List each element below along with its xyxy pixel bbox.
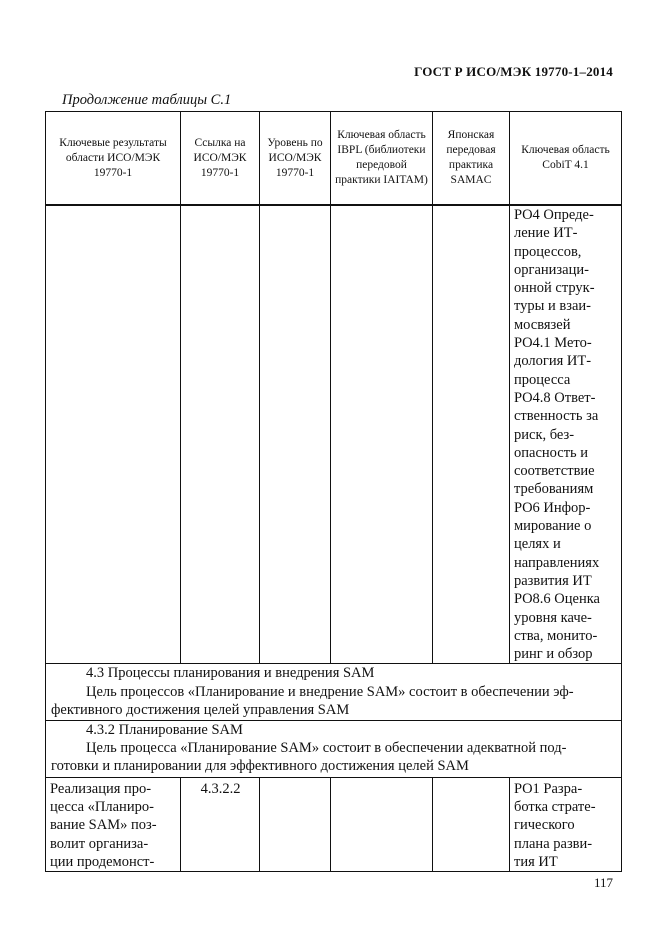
cell-line: плана разви-	[514, 835, 593, 852]
table-cell	[181, 205, 260, 664]
section-title: 4.3 Процессы планирования и внедрения SAM	[86, 665, 375, 682]
cell-line: ции продемонст-	[50, 853, 155, 870]
cell-line: Реализация про-	[50, 780, 152, 797]
reference-cell	[181, 777, 260, 871]
cell-line: ственность за	[514, 408, 599, 425]
table-cell	[331, 205, 433, 664]
table-header-row	[46, 112, 622, 206]
section-row	[46, 721, 622, 778]
cell-line: развития ИТ	[514, 572, 592, 589]
cell-line: PO4.1 Мето-	[514, 335, 592, 352]
table-cell	[331, 777, 433, 871]
column-header: Ключевая область CobiT 4.1	[510, 112, 622, 206]
cell-line: вание SAM» поз-	[50, 817, 157, 834]
column-header: Ключевая область IBPL (библиотеки передовой практики IAITAM)	[331, 112, 433, 206]
section-cell	[46, 664, 622, 721]
cell-line: PO8.6 Оценка	[514, 591, 600, 608]
cell-line: PO4.8 Ответ-	[514, 389, 596, 406]
cell-line: организаци-	[514, 261, 589, 278]
cell-line: туры и взаи-	[514, 298, 591, 315]
cell-line: уровня каче-	[514, 609, 592, 626]
table-cell	[260, 205, 331, 664]
cell-line: PO6 Инфор-	[514, 499, 591, 516]
reference-value: 4.3.2.2	[200, 780, 241, 797]
cell-line: ства, монито-	[514, 627, 598, 644]
page-number: 117	[593, 875, 613, 890]
cell-line: PO4 Опреде-	[514, 207, 594, 223]
cell-line: ление ИТ-	[514, 225, 578, 242]
cell-line: целях и	[514, 536, 561, 553]
comparison-table	[45, 111, 622, 872]
cell-line: волит организа-	[50, 835, 149, 852]
table-cell	[433, 205, 510, 664]
column-header: Ключевые результаты области ИСО/МЭК 19770-1	[46, 112, 181, 206]
section-text-line: Цель процессов «Планирование и внедрение SAM» состоит в обеспечении эф-	[86, 683, 574, 700]
cell-line: цесса «Планиро-	[50, 798, 154, 815]
section-cell	[46, 721, 622, 778]
cell-line: ринг и обзор	[514, 646, 593, 663]
table-cell	[46, 205, 181, 664]
cell-line: гического	[514, 817, 575, 834]
table-cell	[433, 777, 510, 871]
column-header: Ссылка на ИСО/МЭК 19770-1	[181, 112, 260, 206]
cell-line: риск, без-	[514, 426, 575, 443]
cell-line: процесса	[514, 371, 571, 388]
cell-line: мирование о	[514, 518, 592, 535]
cell-line: мосвязей	[514, 316, 571, 333]
cell-line: PO1 Разра-	[514, 780, 583, 797]
column-header: Японская передовая практика SAMAC	[433, 112, 510, 206]
table-row	[46, 777, 622, 871]
section-text-line: фективного достижения целей управления SAM	[51, 701, 350, 718]
section-text-line: Цель процесса «Планирование SAM» состоит в обеспечении адекватной под-	[86, 740, 567, 757]
cobit-cell	[510, 205, 622, 664]
standard-code: ГОСТ Р ИСО/МЭК 19770-1–2014	[414, 64, 613, 79]
key-result-cell	[46, 777, 181, 871]
cell-line: дология ИТ-	[514, 353, 592, 370]
table-caption: Продолжение таблицы С.1	[62, 92, 232, 108]
cell-line: онной струк-	[514, 280, 595, 297]
cobit-cell	[510, 777, 622, 871]
section-row	[46, 664, 622, 721]
cell-line: тия ИТ	[514, 853, 558, 870]
cell-line: ботка страте-	[514, 798, 596, 815]
section-title: 4.3.2 Планирование SAM	[86, 722, 243, 739]
table-cell	[260, 777, 331, 871]
cell-line: процессов,	[514, 243, 582, 260]
table-row	[46, 205, 622, 664]
cell-line: соответствие	[514, 463, 595, 480]
cell-line: опасность и	[514, 444, 589, 461]
cell-line: требованиям	[514, 481, 594, 498]
cell-line: направлениях	[514, 554, 600, 571]
column-header: Уровень по ИСО/МЭК 19770-1	[260, 112, 331, 206]
section-text-line: готовки и планировании для эффективного достижения целей SAM	[51, 758, 469, 775]
